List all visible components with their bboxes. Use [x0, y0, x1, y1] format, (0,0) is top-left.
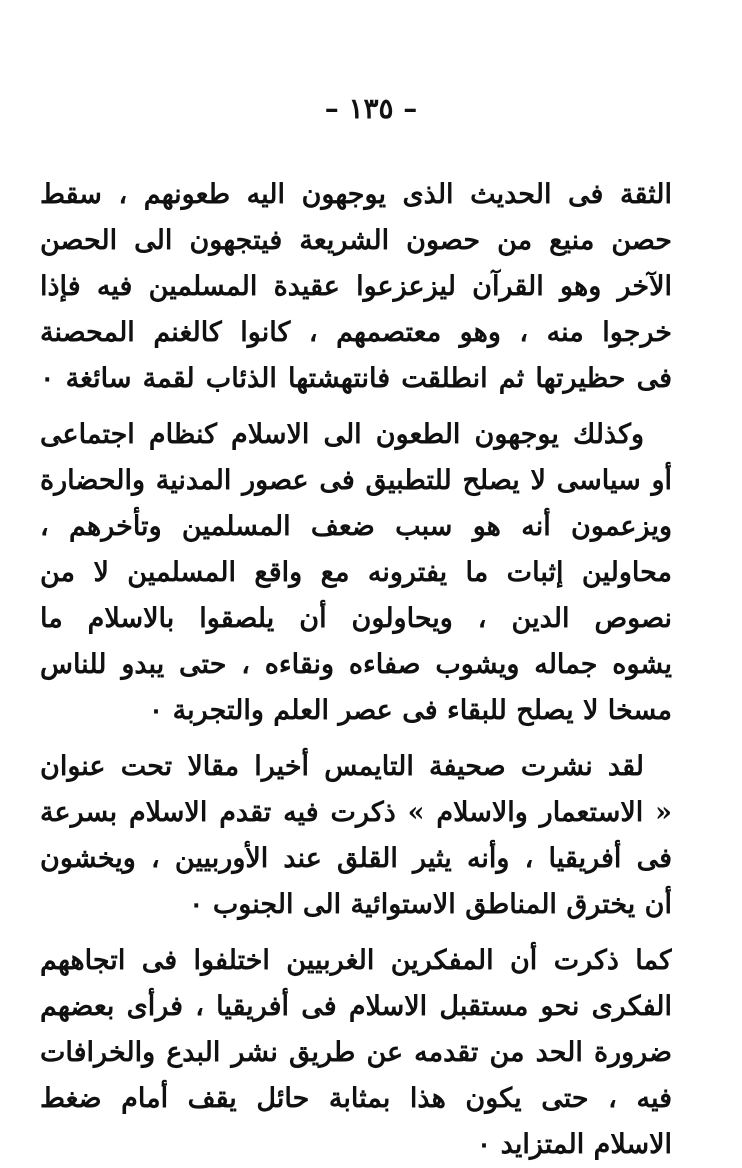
- text-line: الثقة فى الحديث الذى يوجهون اليه طعونهم ، سقط: [40, 179, 672, 210]
- paragraph-3: [40, 744, 672, 928]
- text-line: فيه ، حتى يكون هذا بمثابة حائل يقف أمام ضغط: [40, 1083, 672, 1114]
- text-line: مسخا لا يصلح للبقاء فى عصر العلم والتجربة ٠: [148, 695, 672, 726]
- paragraph-gap: [40, 734, 672, 744]
- paragraph-gap: [40, 402, 672, 412]
- text-line: الآخر وهو القرآن ليزعزعوا عقيدة المسلمين فيه فإذا: [40, 271, 672, 302]
- text-line: ضرورة الحد من تقدمه عن طريق نشر البدع والخرافات: [40, 1037, 672, 1068]
- paragraph-1: [40, 172, 672, 402]
- text-line: فى حظيرتها ثم انطلقت فانتهشتها الذئاب لقمة سائغة ٠: [40, 363, 672, 394]
- text-line: حصن منيع من حصون الشريعة فيتجهون الى الحصن: [40, 225, 672, 256]
- paragraph-2: [40, 412, 672, 734]
- text-line: « الاستعمار والاسلام » ذكرت فيه تقدم الاسلام بسرعة: [40, 797, 672, 828]
- text-line: الاسلام المتزايد ٠: [476, 1129, 672, 1160]
- body-text: [40, 172, 672, 1168]
- text-line: وكذلك يوجهون الطعون الى الاسلام كنظام اجتماعى: [40, 419, 644, 450]
- paragraph-4: [40, 938, 672, 1168]
- text-line: ويزعمون أنه هو سبب ضعف المسلمين وتأخرهم ،: [40, 511, 672, 542]
- text-line: كما ذكرت أن المفكرين الغربيين اختلفوا فى اتجاههم: [40, 945, 672, 976]
- text-line: الفكرى نحو مستقبل الاسلام فى أفريقيا ، فرأى بعضهم: [40, 991, 672, 1022]
- text-line: لقد نشرت صحيفة التايمس أخيرا مقالا تحت عنوان: [40, 751, 644, 782]
- text-line: نصوص الدين ، ويحاولون أن يلصقوا بالاسلام ما: [40, 603, 672, 634]
- text-line: محاولين إثبات ما يفترونه مع واقع المسلمين لا من: [40, 557, 672, 588]
- page-number: – ١٣٥ –: [324, 92, 418, 125]
- text-line: خرجوا منه ، وهو معتصمهم ، كانوا كالغنم المحصنة: [40, 317, 672, 348]
- text-line: فى أفريقيا ، وأنه يثير القلق عند الأوربيين ، ويخشون: [40, 843, 672, 874]
- text-line: أو سياسى لا يصلح للتطبيق فى عصور المدنية والحضارة: [40, 465, 672, 496]
- paragraph-gap: [40, 928, 672, 938]
- text-line: أن يخترق المناطق الاستوائية الى الجنوب ٠: [188, 889, 672, 920]
- text-line: يشوه جماله ويشوب صفاءه ونقاءه ، حتى يبدو للناس: [40, 649, 672, 680]
